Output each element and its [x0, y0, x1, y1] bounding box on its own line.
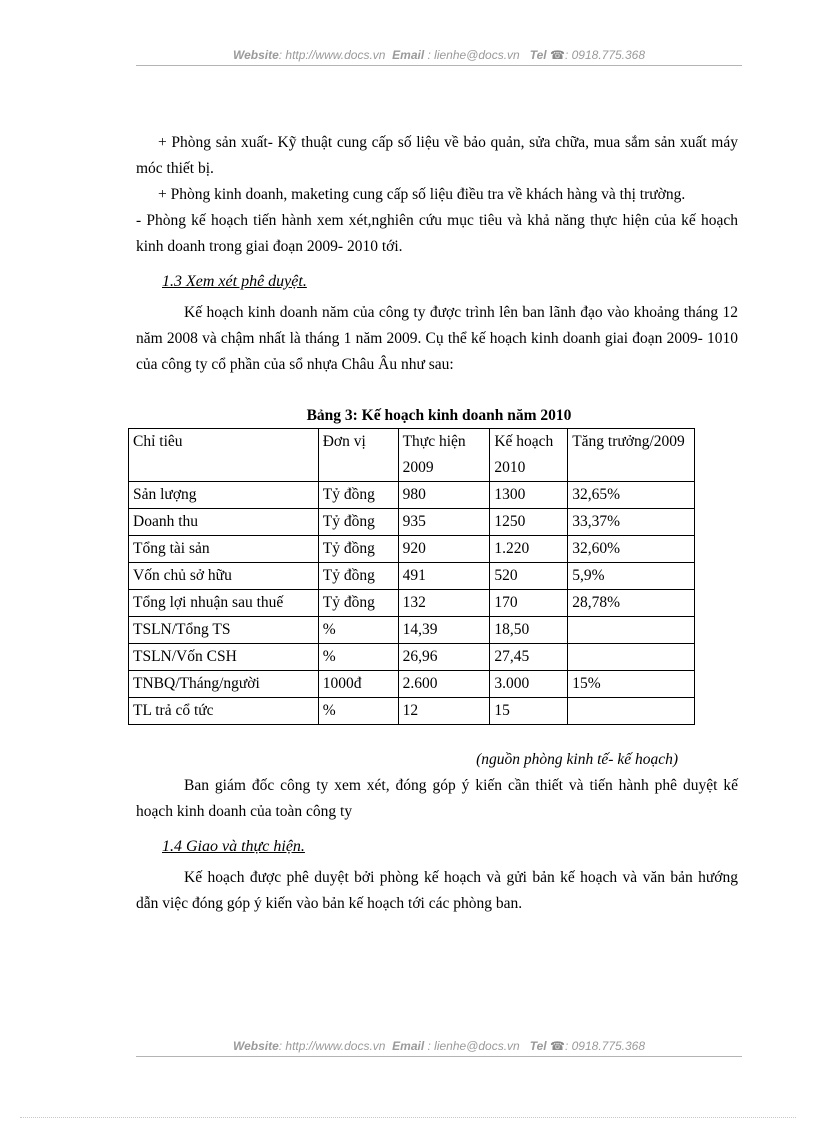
table-cell: 14,39	[398, 617, 490, 644]
table-cell: 18,50	[490, 617, 568, 644]
table-title: Bảng 3: Kế hoạch kinh doanh năm 2010	[306, 407, 572, 424]
table-cell: 1.220	[490, 536, 568, 563]
header-tel-label: Tel	[529, 48, 547, 62]
table-cell: %	[318, 644, 398, 671]
table-cell: 3.000	[490, 671, 568, 698]
table-cell: TSLN/Tổng TS	[129, 617, 319, 644]
page-edge-divider	[20, 1117, 796, 1118]
paragraph-approval: Ban giám đốc công ty xem xét, đóng góp ý kiến cần thiết và tiến hành phê duyệt kế hoạch kinh doanh của toàn công ty	[136, 777, 738, 820]
table-row	[129, 482, 695, 509]
footer-tel-value: : 0918.775.368	[564, 1039, 646, 1053]
header-cell-plan-2010: Kế hoạch 2010	[490, 429, 568, 482]
table-row	[129, 698, 695, 725]
document-body	[133, 130, 738, 917]
paragraph-sales: + Phòng kinh doanh, maketing cung cấp số liệu điều tra về khách hàng và thị trường.	[158, 186, 686, 203]
table-cell: 12	[398, 698, 490, 725]
footer-tel-label: Tel	[529, 1039, 547, 1053]
paragraph-production: + Phòng sản xuất- Kỹ thuật cung cấp số liệu về bảo quản, sửa chữa, mua sắm sản xuất máy móc thiết bị.	[136, 134, 738, 177]
table-cell: Tỷ đồng	[318, 590, 398, 617]
table-cell: 15%	[568, 671, 695, 698]
table-cell: Tỷ đồng	[318, 563, 398, 590]
table-cell: 32,60%	[568, 536, 695, 563]
header-cell-indicator: Chỉ tiêu	[129, 429, 319, 482]
table-header-row	[129, 429, 695, 482]
table-cell: 1300	[490, 482, 568, 509]
table-cell	[568, 698, 695, 725]
table-cell: 2.600	[398, 671, 490, 698]
footer-email-label: Email	[392, 1039, 425, 1053]
section-heading-1-3: 1.3 Xem xét phê duyệt.	[162, 273, 307, 290]
table-cell: 520	[490, 563, 568, 590]
table-cell: Tỷ đồng	[318, 482, 398, 509]
table-cell: TL trả cổ tức	[129, 698, 319, 725]
table-row	[129, 536, 695, 563]
table-cell: 27,45	[490, 644, 568, 671]
table-cell: 491	[398, 563, 490, 590]
phone-icon: ☎	[550, 48, 565, 62]
table-cell: Tỷ đồng	[318, 536, 398, 563]
paragraph-planning: - Phòng kế hoạch tiến hành xem xét,nghiên cứu mục tiêu và khả năng thực hiện của kế hoạch kinh doanh trong giai đoạn 2009- 2010 tới.	[136, 212, 738, 255]
header-website-link[interactable]: : http://www.docs.vn	[278, 48, 386, 62]
table-cell: 935	[398, 509, 490, 536]
header-email-label: Email	[392, 48, 425, 62]
header-cell-growth: Tăng trưởng/2009	[568, 429, 695, 482]
footer-website-link[interactable]: : http://www.docs.vn	[278, 1039, 386, 1053]
header-cell-unit: Đơn vị	[318, 429, 398, 482]
table-cell: Doanh thu	[129, 509, 319, 536]
table-cell: 5,9%	[568, 563, 695, 590]
footer-email-link[interactable]: : lienhe@docs.vn	[424, 1039, 520, 1053]
table-cell: TNBQ/Tháng/người	[129, 671, 319, 698]
table-cell: Tỷ đồng	[318, 509, 398, 536]
page-footer	[136, 1039, 742, 1057]
header-cell-actual-2009: Thực hiện 2009	[398, 429, 490, 482]
table-cell: %	[318, 617, 398, 644]
table-row	[129, 671, 695, 698]
table-cell: 15	[490, 698, 568, 725]
table-cell: 26,96	[398, 644, 490, 671]
table-row	[129, 563, 695, 590]
table-cell: TSLN/Vốn CSH	[129, 644, 319, 671]
footer-website-label: Website	[232, 1039, 279, 1053]
table-cell: 32,65%	[568, 482, 695, 509]
business-plan-table	[128, 428, 695, 725]
header-email-link[interactable]: : lienhe@docs.vn	[424, 48, 520, 62]
table-cell	[568, 644, 695, 671]
table-cell: 132	[398, 590, 490, 617]
table-cell: Tổng tài sản	[129, 536, 319, 563]
table-cell: 980	[398, 482, 490, 509]
paragraph-implementation: Kế hoạch được phê duyệt bởi phòng kế hoạch và gửi bản kế hoạch và văn bản hướng dẫn việc đóng góp ý kiến vào bản kế hoạch tới các phòng ban.	[136, 869, 738, 912]
phone-icon: ☎	[550, 1039, 565, 1053]
table-cell: 1000đ	[318, 671, 398, 698]
table-cell: Tổng lợi nhuận sau thuế	[129, 590, 319, 617]
table-row	[129, 644, 695, 671]
table-cell	[568, 617, 695, 644]
table-cell: 170	[490, 590, 568, 617]
paragraph-review: Kế hoạch kinh doanh năm của công ty được trình lên ban lãnh đạo vào khoảng tháng 12 năm 2008 và chậm nhất là tháng 1 năm 2009. Cụ thể kế hoạch kinh doanh giai đoạn 2009- 1010 của công ty cổ phần của sổ nhựa Châu Âu như sau:	[136, 304, 738, 373]
header-tel-value: : 0918.775.368	[564, 48, 646, 62]
table-row	[129, 590, 695, 617]
table-source-note: (nguồn phòng kinh tế- kế hoạch)	[476, 751, 678, 768]
table-cell: Vốn chủ sở hữu	[129, 563, 319, 590]
table-cell: %	[318, 698, 398, 725]
section-heading-1-4: 1.4 Giao và thực hiện.	[162, 838, 305, 855]
page-header	[136, 48, 742, 66]
header-website-label: Website	[232, 48, 279, 62]
table-row	[129, 509, 695, 536]
table-row	[129, 617, 695, 644]
table-cell: 28,78%	[568, 590, 695, 617]
table-cell: 1250	[490, 509, 568, 536]
table-cell: Sản lượng	[129, 482, 319, 509]
table-cell: 920	[398, 536, 490, 563]
table-cell: 33,37%	[568, 509, 695, 536]
